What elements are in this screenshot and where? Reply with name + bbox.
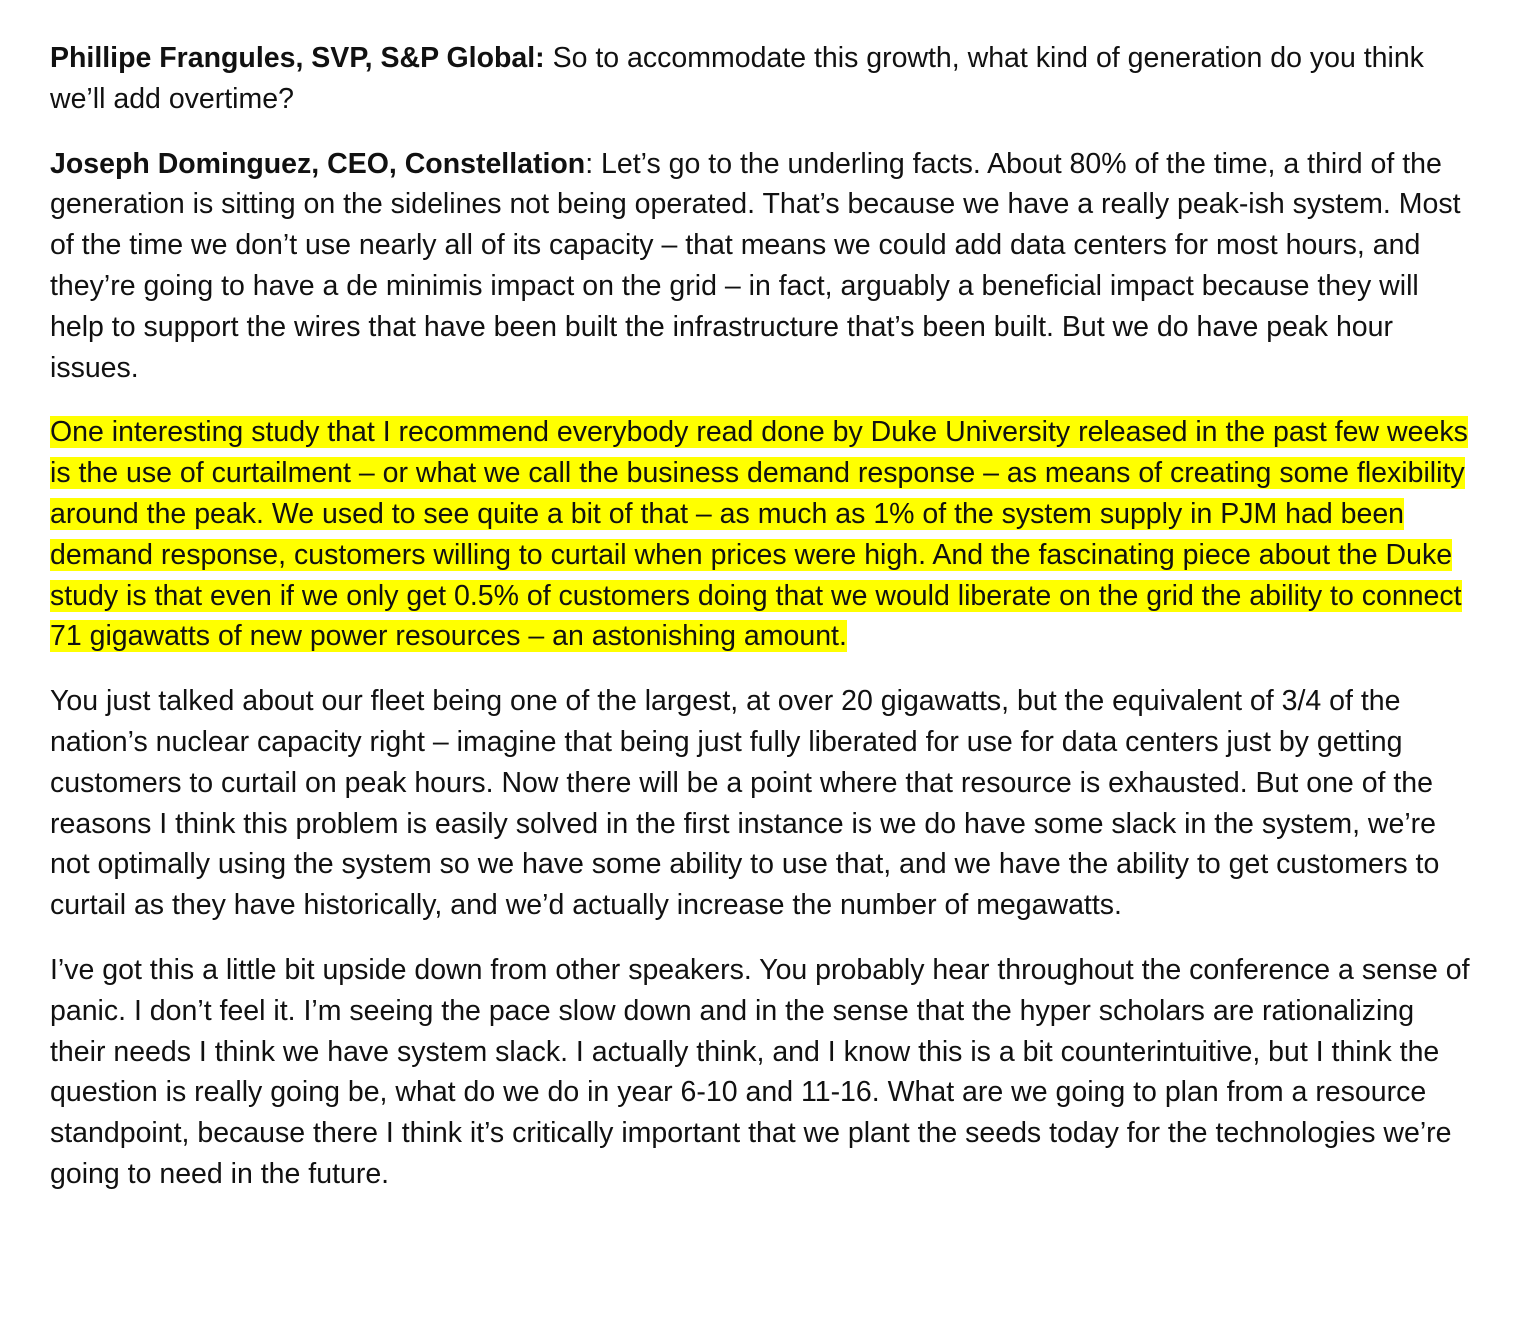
paragraph-text: You just talked about our fleet being one of the largest, at over 20 gigawatts, but the equivalent of 3/4 of the nation’s nuclear capacity right – imagine that being just fully liberated for use for data centers just by getting customers to curtail on peak hours. Now there will be a point where that resource is exhausted. But one of the reasons I think this problem is easily solved in the first instance is we do have some slack in the system, we’re not optimally using the system so we have some ability to use that, and we have the ability to get customers to curtail as they have historically, and we’d actually increase the number of megawatts. [50,685,1440,922]
highlighted-text: One interesting study that I recommend everybody read done by Duke University released in the past few weeks is the use of curtailment – or what we call the business demand response – as means of creating some flexibility around the peak. We used to see quite a bit of that – as much as 1% of the system supply in PJM had been demand response, customers willing to curtail when prices were high. And the fascinating piece about the Duke study is that even if we only get 0.5% of customers doing that we would liberate on the grid the ability to connect 71 gigawatts of new power resources – an astonishing amount. [50,416,1468,653]
paragraph-answer [50,144,1472,389]
paragraph-text: I’ve got this a little bit upside down from other speakers. You probably hear throughout the conference a sense of panic. I don’t feel it. I’m seeing the pace slow down and in the sense that the hyper scholars are rationalizing their needs I think we have system slack. I actually think, and I know this is a bit counterintuitive, but I think the question is really going be, what do we do in year 6-10 and 11-16. What are we going to plan from a resource standpoint, because there I think it’s critically important that we plant the seeds today for the technologies we’re going to need in the future. [50,953,1470,1190]
paragraph-question [50,38,1472,120]
paragraph-body [50,681,1472,926]
speaker-name: Joseph Dominguez, CEO, Constellation [50,147,586,180]
paragraph-highlighted [50,412,1472,657]
speaker-name: Phillipe Frangules, SVP, S&P Global: [50,42,545,74]
paragraph-text: So to accommodate this growth, what kind of generation do you think we’ll add overtime? [50,42,1424,115]
paragraph-text: : Let’s go to the underling facts. About 80% of the time, a third of the generation is sitting on the sidelines not being operated. That’s because we have a really peak-ish system. Most of the time we don’t use nearly all of its capacity – that means we could add data centers for most hours, and they’re going to have a de minimis impact on the grid – in fact, arguably a beneficial impact because they will help to support the wires that have been built the infrastructure that’s been built. But we do have peak hour issues. [50,147,1461,384]
paragraph-body [50,950,1472,1195]
